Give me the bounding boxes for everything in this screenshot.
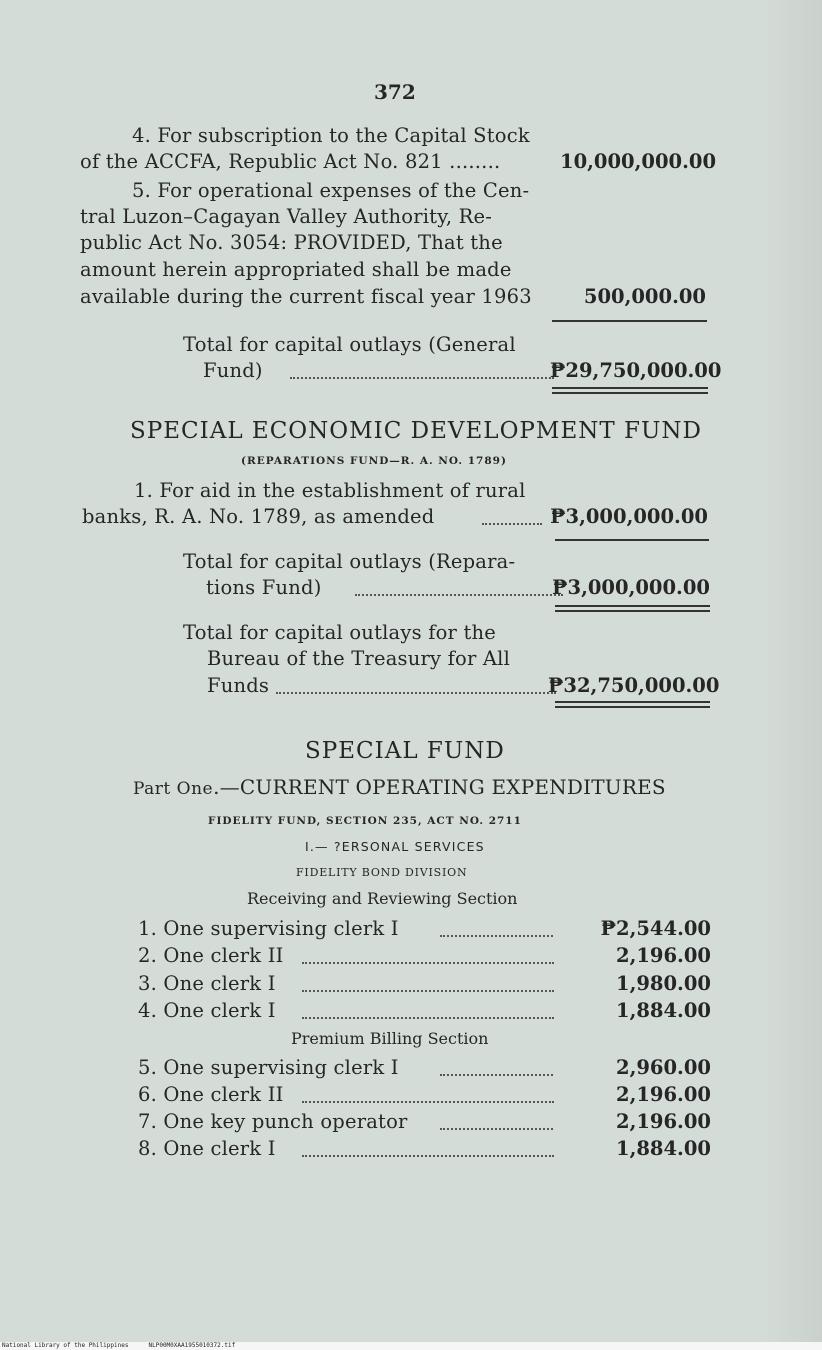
item-5-line-5: available during the current fiscal year 1963 (80, 285, 532, 308)
sedf-item-amount: ₱3,000,000.00 (550, 505, 708, 528)
double-rule-top (555, 701, 710, 703)
section-1-heading: Receiving and Reviewing Section (247, 889, 518, 908)
double-rule-top (552, 387, 708, 389)
sedf-total-line-2: tions Fund) (206, 576, 322, 599)
sedf-total-line-1: Total for capital outlays (Repara- (183, 550, 516, 573)
leader-dots (302, 1100, 554, 1103)
sedf-title: SPECIAL ECONOMIC DEVELOPMENT FUND (130, 418, 702, 444)
item-4-line-2: of the ACCFA, Republic Act No. 821 ........ (80, 150, 501, 173)
sedf-total-amount: ₱3,000,000.00 (552, 576, 710, 599)
divider (552, 320, 707, 322)
sedf-item-line-2: banks, R. A. No. 1789, as amended (82, 505, 435, 528)
double-rule-bottom (552, 392, 708, 394)
position-2-amount: 2,196.00 (616, 944, 711, 967)
total-general-line-2: Fund) (203, 359, 263, 382)
item-4-line-1: 4. For subscription to the Capital Stock (132, 124, 530, 147)
divider (555, 539, 709, 541)
division-heading: FIDELITY BOND DIVISION (296, 866, 468, 879)
position-3-amount: 1,980.00 (616, 972, 711, 995)
item-4-amount: 10,000,000.00 (560, 150, 717, 173)
leader-dots (290, 376, 554, 379)
leader-dots (482, 522, 542, 525)
item-5-line-1: 5. For operational expenses of the Cen- (132, 179, 530, 202)
position-4-amount: 1,884.00 (616, 999, 711, 1022)
part-one-title: .—CURRENT OPERATING EXPENDITURES (213, 775, 666, 799)
position-1-label: 1. One supervising clerk I (138, 917, 399, 940)
scan-footer (0, 1342, 822, 1350)
footer-file: NLP00M0XAA1955010372.tif (148, 1342, 236, 1349)
leader-dots (302, 989, 554, 992)
sedf-item-line-1: 1. For aid in the establishment of rural (134, 479, 526, 502)
double-rule-bottom (555, 610, 710, 612)
position-3-label: 3. One clerk I (138, 972, 276, 995)
all-funds-line-3: Funds (207, 674, 270, 697)
leader-dots (302, 961, 554, 964)
scan-shadow (762, 0, 822, 1342)
item-5-line-4: amount herein appropriated shall be made (80, 258, 512, 281)
item-5-line-2: tral Luzon–Cagayan Valley Authority, Re- (80, 205, 493, 228)
fidelity-heading: FIDELITY FUND, SECTION 235, ACT NO. 2711 (208, 815, 522, 827)
position-8-label: 8. One clerk I (138, 1137, 276, 1160)
section-2-heading: Premium Billing Section (291, 1029, 489, 1048)
position-8-amount: 1,884.00 (616, 1137, 711, 1160)
position-1-amount: ₱2,544.00 (600, 917, 711, 940)
leader-dots (440, 934, 553, 937)
footer-library: National Library of the Philippines (2, 1342, 129, 1349)
double-rule-top (555, 605, 710, 607)
all-funds-line-1: Total for capital outlays for the (183, 621, 497, 644)
part-one-heading (133, 775, 666, 799)
leader-dots (355, 593, 563, 596)
position-7-amount: 2,196.00 (616, 1110, 711, 1133)
sedf-subtitle: (REPARATIONS FUND—R. A. NO. 1789) (241, 455, 507, 467)
position-6-label: 6. One clerk II (138, 1083, 284, 1106)
leader-dots (302, 1154, 554, 1157)
personal-services-heading: I.— ?ERSONAL SERVICES (305, 839, 485, 854)
page-number: 372 (374, 80, 416, 104)
total-general-line-1: Total for capital outlays (General (183, 333, 516, 356)
leader-dots (440, 1127, 553, 1130)
leader-dots (302, 1016, 554, 1019)
item-5-line-3: public Act No. 3054: PROVIDED, That the (80, 231, 503, 254)
all-funds-line-2: Bureau of the Treasury for All (207, 647, 511, 670)
position-4-label: 4. One clerk I (138, 999, 276, 1022)
item-5-amount: 500,000.00 (583, 285, 706, 308)
double-rule-bottom (555, 706, 710, 708)
part-one-prefix: Part One (133, 779, 214, 799)
total-general-amount: ₱29,750,000.00 (550, 359, 722, 382)
leader-dots (276, 691, 556, 694)
all-funds-amount: ₱32,750,000.00 (548, 674, 720, 697)
position-2-label: 2. One clerk II (138, 944, 284, 967)
position-7-label: 7. One key punch operator (138, 1110, 408, 1133)
position-5-label: 5. One supervising clerk I (138, 1056, 399, 1079)
special-fund-title: SPECIAL FUND (305, 738, 505, 764)
position-6-amount: 2,196.00 (616, 1083, 711, 1106)
leader-dots (440, 1073, 553, 1076)
position-5-amount: 2,960.00 (616, 1056, 711, 1079)
